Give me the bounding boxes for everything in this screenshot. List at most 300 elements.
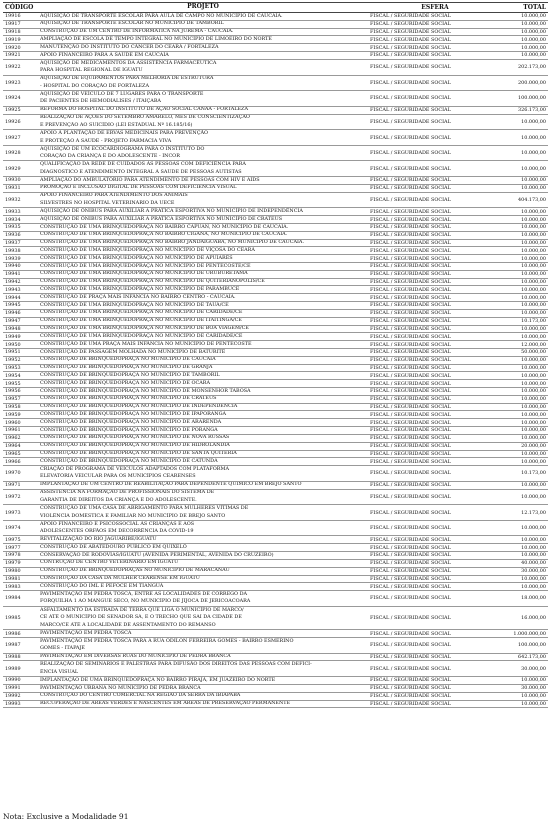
total-cell: 10.000,00 (521, 232, 546, 239)
codigo-cell: 19993 (5, 700, 21, 707)
table-row (3, 13, 548, 21)
esfera-cell: FISCAL / SEGURIDADE SOCIAL (370, 552, 451, 559)
total-cell: 10.000,00 (521, 427, 546, 434)
esfera-cell: FISCAL / SEGURIDADE SOCIAL (370, 419, 451, 426)
table-row (3, 21, 548, 29)
table-row (3, 482, 548, 490)
projeto-cell (40, 91, 370, 106)
total-cell: 10.000,00 (521, 216, 546, 223)
total-cell: 10.000,00 (521, 525, 546, 532)
total-cell: 10.000,00 (521, 165, 546, 172)
projeto-line: IMPLANTAÇÃO DE UMA BRINQUEDOPRAÇA NO BAIRRO PIRAJÁ, EM JUAZEIRO DO NORTE (40, 677, 276, 683)
codigo-cell: 19972 (5, 493, 21, 500)
codigo-cell: 19918 (5, 29, 21, 36)
table-row (3, 271, 548, 279)
projeto-line: CONSTRUÇÃO DE BRINQUEDOPRAÇA NO MUNICÍPIO DE PORANGA (40, 427, 218, 433)
total-cell: 40.000,00 (521, 560, 546, 567)
total-cell: 10.173,00 (521, 470, 546, 477)
projeto-cell (40, 21, 370, 28)
esfera-cell: FISCAL / SEGURIDADE SOCIAL (370, 595, 451, 602)
projeto-cell (40, 661, 370, 676)
esfera-cell: FISCAL / SEGURIDADE SOCIAL (370, 435, 451, 442)
codigo-cell: 19945 (5, 302, 21, 309)
projeto-cell (40, 310, 370, 317)
table-row (3, 396, 548, 404)
total-cell: 10.000,00 (521, 458, 546, 465)
total-cell: 10.000,00 (521, 255, 546, 262)
projeto-cell (40, 115, 370, 130)
total-cell: 10.000,00 (521, 310, 546, 317)
projeto-cell (40, 185, 370, 192)
total-cell: 10.000,00 (521, 482, 546, 489)
esfera-cell: FISCAL / SEGURIDADE SOCIAL (370, 216, 451, 223)
projeto-cell (40, 193, 370, 208)
projeto-line: E PROTEÇÃO À SAÚDE - PROJETO FARMÁCIA VIVA (40, 137, 172, 144)
table-row (3, 419, 548, 427)
codigo-cell: 19927 (5, 134, 21, 141)
projeto-cell (40, 552, 370, 559)
table-row (3, 333, 548, 341)
projeto-cell (40, 701, 370, 708)
table-row (3, 107, 548, 115)
projeto-line: CONSTRUÇÃO DE BRINQUEDOPRAÇA NO MUNICÍPIO DE SANTA QUITÉRIA (40, 450, 237, 457)
projeto-line: IMPLANTAÇÃO DE UM CENTRO DE REABILITAÇÃO PARA DEPENDENTE QUÍMICO EM BREJO SANTO (40, 481, 302, 488)
table-row (3, 76, 548, 92)
total-cell: 10.000,00 (521, 552, 546, 559)
codigo-cell: 19943 (5, 286, 21, 293)
projeto-cell (40, 365, 370, 372)
codigo-cell: 19925 (5, 107, 21, 114)
total-cell: 10.000,00 (521, 677, 546, 684)
codigo-cell: 19936 (5, 232, 21, 239)
projeto-line: PAVIMENTAÇÃO EM PEDRA TOSCA PARA A RUA ODILON FERREIRA GOMES - BAIRRO ESMERINO (40, 638, 294, 644)
table-row (3, 294, 548, 302)
projeto-line: PARA HOSPITAL REGIONAL DE IGUATU (40, 67, 143, 74)
esfera-cell: FISCAL / SEGURIDADE SOCIAL (370, 372, 451, 379)
projeto-line: SILVESTRES NO HOSPITAL VETERINÁRIO DA UECE (40, 200, 175, 206)
projeto-line: CONSTRUÇÃO DE BRINQUEDOPRAÇA NO MUNICÍPIO DE TAMBORIL (40, 372, 220, 378)
projeto-cell (40, 435, 370, 442)
projeto-line: ASFALTAMENTO DA ESTRADA DE TERRA QUE LIGA O MUNICÍPIO DE MARCO/ (40, 606, 244, 613)
projeto-cell (40, 638, 370, 653)
total-cell: 10.000,00 (521, 372, 546, 379)
codigo-cell: 19941 (5, 271, 21, 278)
codigo-cell: 19944 (5, 294, 21, 301)
total-cell: 200.000,00 (517, 79, 546, 86)
projeto-cell (40, 427, 370, 434)
table-row (3, 693, 548, 701)
esfera-cell: FISCAL / SEGURIDADE SOCIAL (370, 286, 451, 293)
esfera-cell: FISCAL / SEGURIDADE SOCIAL (370, 396, 451, 403)
esfera-cell: FISCAL / SEGURIDADE SOCIAL (370, 482, 451, 489)
codigo-cell: 19938 (5, 247, 21, 254)
projeto-line: VIOLÊNCIA DOMÉSTICA E FAMILIAR NO MUNICÍPIO DE BREJO SANTO (40, 512, 226, 519)
projeto-cell (40, 60, 370, 75)
table-row (3, 161, 548, 177)
total-cell: 10.000,00 (521, 286, 546, 293)
projeto-cell (40, 349, 370, 356)
projeto-line: REVITALIZAÇÃO DO RIO JAGUARIBE/IGUATU (40, 536, 157, 543)
total-cell: 10.000,00 (521, 52, 546, 59)
projeto-line: CONSTRUÇÃO DE BRINQUEDOPRAÇA NO MUNICÍPIO DE GRANJA (40, 364, 213, 371)
total-cell: 30.000,00 (521, 685, 546, 692)
esfera-cell: FISCAL / SEGURIDADE SOCIAL (370, 36, 451, 43)
total-cell: 404.173,00 (517, 197, 546, 203)
esfera-cell: FISCAL / SEGURIDADE SOCIAL (370, 294, 451, 301)
codigo-cell: 19923 (5, 79, 21, 86)
codigo-cell: 19926 (5, 118, 21, 125)
table-row (3, 232, 548, 240)
projeto-cell (40, 560, 370, 567)
table-row (3, 146, 548, 162)
table-row (3, 544, 548, 552)
codigo-cell: 19955 (5, 380, 21, 387)
total-cell: 16.000,00 (521, 614, 546, 621)
projeto-line: CONSTRUÇÃO DE BRINQUEDOPRAÇA NO MUNICÍPIO DE INDEPENDÊNCIA (40, 403, 238, 410)
esfera-cell: FISCAL / SEGURIDADE SOCIAL (370, 118, 451, 125)
esfera-cell: FISCAL / SEGURIDADE SOCIAL (370, 677, 451, 684)
projeto-line: CONSTRUÇÃO DE BRINQUEDOPRAÇA NO MUNICÍPIO DE HIDROLÂNDIA (40, 442, 230, 449)
esfera-cell: FISCAL / SEGURIDADE SOCIAL (370, 107, 451, 114)
esfera-cell: FISCAL / SEGURIDADE SOCIAL (370, 279, 451, 286)
codigo-cell: 19962 (5, 435, 21, 442)
total-cell: 20.000,00 (521, 443, 546, 450)
projeto-line: CONSTRUÇÃO DE PASSAGEM MOLHADA NO MUNICÍPIO DE BATURITÉ (40, 348, 226, 355)
codigo-cell: 19922 (5, 64, 21, 71)
codigo-cell: 19980 (5, 568, 21, 575)
table-row (3, 521, 548, 537)
projeto-cell (40, 76, 370, 91)
esfera-cell: FISCAL / SEGURIDADE SOCIAL (370, 583, 451, 590)
total-cell: 10.000,00 (521, 224, 546, 231)
esfera-cell: FISCAL / SEGURIDADE SOCIAL (370, 560, 451, 567)
esfera-cell: FISCAL / SEGURIDADE SOCIAL (370, 13, 451, 20)
projeto-line: AQUISIÇÃO DE TRANSPORTE ESCOLAR NO MUNICÍPIO DE TAMBORIL (40, 20, 224, 27)
projeto-cell (40, 466, 370, 481)
projeto-cell (40, 396, 370, 403)
projeto-line: QUALIFICAÇÃO DA REDE DE CUIDADOS ÀS PESSOAS COM DEFICIÊNCIA PARA (40, 161, 246, 168)
total-cell: 10.000,00 (521, 380, 546, 387)
codigo-cell: 19952 (5, 357, 21, 364)
total-cell: 10.000,00 (521, 333, 546, 340)
codigo-cell: 19919 (5, 36, 21, 43)
projeto-line: PROMOÇÃO E INCLUSÃO DIGITAL DE PESSOAS COM DEFICIÊNCIA VISUAL (40, 184, 237, 191)
projeto-cell (40, 161, 370, 176)
codigo-cell: 19984 (5, 595, 21, 602)
total-cell: 10.000,00 (521, 177, 546, 184)
table-row (3, 458, 548, 466)
codigo-cell: 19949 (5, 333, 21, 340)
total-cell: 10.000,00 (521, 450, 546, 457)
total-cell: 10.000,00 (521, 700, 546, 707)
total-cell: 10.000,00 (521, 419, 546, 426)
esfera-cell: FISCAL / SEGURIDADE SOCIAL (370, 239, 451, 246)
projeto-cell (40, 583, 370, 590)
total-cell: 10.000,00 (521, 239, 546, 246)
total-cell: 202.173,00 (517, 64, 546, 71)
codigo-cell: 19933 (5, 208, 21, 215)
esfera-cell: FISCAL / SEGURIDADE SOCIAL (370, 568, 451, 575)
projeto-cell (40, 411, 370, 418)
projeto-line: GARANTIA DE DIREITOS DA CRIANÇA E DO ADOLESCENTE. (40, 496, 197, 503)
projeto-cell (40, 177, 370, 184)
codigo-cell: 19973 (5, 509, 21, 516)
codigo-cell: 19939 (5, 255, 21, 262)
codigo-cell: 19990 (5, 677, 21, 684)
table-row (3, 208, 548, 216)
total-cell: 10.000,00 (521, 134, 546, 141)
esfera-cell: FISCAL / SEGURIDADE SOCIAL (370, 544, 451, 551)
esfera-cell: FISCAL / SEGURIDADE SOCIAL (370, 404, 451, 411)
projeto-line: CE ATÉ O MUNICÍPIO DE SENADOR SÁ, E O TRECHO QUE SAI DA CIDADE DE (40, 614, 242, 621)
esfera-cell: FISCAL / SEGURIDADE SOCIAL (370, 536, 451, 543)
total-cell: 10.000,00 (521, 325, 546, 332)
header-esfera: ESFERA (421, 4, 449, 11)
table-row (3, 591, 548, 607)
projeto-cell (40, 302, 370, 309)
table-row (3, 115, 548, 131)
codigo-cell: 19957 (5, 396, 21, 403)
projeto-cell (40, 263, 370, 270)
esfera-cell: FISCAL / SEGURIDADE SOCIAL (370, 388, 451, 395)
codigo-cell: 19978 (5, 552, 21, 559)
projeto-cell (40, 341, 370, 348)
total-cell: 10.000,00 (521, 118, 546, 125)
total-cell: 10.000,00 (521, 185, 546, 192)
table-row (3, 302, 548, 310)
table-row (3, 372, 548, 380)
esfera-cell: FISCAL / SEGURIDADE SOCIAL (370, 197, 451, 203)
projeto-cell (40, 286, 370, 293)
table-row (3, 380, 548, 388)
total-cell: 10.000,00 (521, 263, 546, 270)
total-cell: 10.000,00 (521, 583, 546, 590)
projeto-line: PAVIMENTAÇÃO URBANA NO MUNICÍPIO DE PEDRA BRANCA (40, 684, 201, 691)
codigo-cell: 19989 (5, 665, 21, 672)
table-row (3, 318, 548, 326)
projeto-line: AQUISIÇÃO DE ÔNIBUS PARA AUXILIAR A PRÁTICA ESPORTIVA NO MUNICÍPIO DE CRATEÚS (40, 216, 283, 222)
table-row (3, 435, 548, 443)
projeto-line: REFORMA DO HOSPITAL DO INSTITUTO DE AÇÃO SOCIAL CANAÃ - FORTALEZA (40, 106, 248, 113)
header-projeto: PROJETO (187, 3, 219, 10)
projeto-cell (40, 271, 370, 278)
table-row (3, 326, 548, 334)
total-cell: 18.000,00 (521, 595, 546, 602)
projeto-line: ADOLESCENTES ÓRFÃOS EM DECORRÊNCIA DA COVID-19 (40, 528, 194, 535)
esfera-cell: FISCAL / SEGURIDADE SOCIAL (370, 134, 451, 141)
projeto-line: CONSTRUÇÃO DE UMA BRINQUEDOPRAÇA NO MUNICÍPIO DE QUITERIANÓPOLIS/CE (40, 278, 265, 285)
projeto-cell (40, 591, 370, 606)
projeto-cell (40, 685, 370, 692)
table-row (3, 240, 548, 248)
table-row (3, 466, 548, 482)
projeto-line: CONSTRUÇÃO DE BRINQUEDOPRAÇA NO MUNICÍPIO DE NOVA RUSSAS (40, 434, 230, 441)
projeto-line: CONSTRUÇÃO DO IML E PEFOCE EM TIANGUÁ (40, 583, 164, 589)
total-cell: 10.000,00 (521, 435, 546, 442)
projeto-line: AQUISIÇÃO DE EQUIPAMENTOS PARA MELHORIA DE ESTRUTURA (40, 75, 214, 82)
total-cell: 10.000,00 (521, 388, 546, 395)
codigo-cell: 19954 (5, 372, 21, 379)
esfera-cell: FISCAL / SEGURIDADE SOCIAL (370, 318, 451, 325)
esfera-cell: FISCAL / SEGURIDADE SOCIAL (370, 642, 451, 649)
total-cell: 10.000,00 (521, 271, 546, 278)
total-cell: 10.000,00 (521, 411, 546, 418)
esfera-cell: FISCAL / SEGURIDADE SOCIAL (370, 700, 451, 707)
projeto-cell (40, 630, 370, 637)
projeto-line: CONSTRUÇÃO DE UMA BRINQUEDOPRAÇA NO MUNICÍPIO DE TAUÁ/CE (40, 302, 229, 308)
projeto-line: CONSTRUÇÃO DA CASA DA MULHER CEARENSE EM IGUATU (40, 575, 200, 582)
projeto-cell (40, 419, 370, 426)
projeto-cell (40, 654, 370, 661)
codigo-cell: 19981 (5, 575, 21, 582)
table-row (3, 583, 548, 591)
total-cell: 10.000,00 (521, 693, 546, 700)
table-row (3, 349, 548, 357)
projeto-line: PAVIMENTAÇÃO EM DIVERSAS RUAS DO MUNICÍPIO DE PEDRA BRANCA (40, 653, 231, 660)
projeto-cell (40, 326, 370, 333)
total-cell: 10.000,00 (521, 21, 546, 28)
total-cell: 50.000,00 (521, 349, 546, 356)
total-cell: 30.000,00 (521, 665, 546, 672)
total-cell: 10.000,00 (521, 357, 546, 364)
projeto-line: CONSTRUÇÃO DE UMA BRINQUEDOPRAÇA NO BAIRRO CIGANA, NO MUNICÍPIO DE CAUCAIA. (40, 231, 288, 238)
projeto-line: ELEVATÓRIA VEICULAR PARA OS MUNICÍPIOS CEARENSES (40, 473, 196, 480)
codigo-cell: 19966 (5, 458, 21, 465)
table-row (3, 427, 548, 435)
table-row (3, 388, 548, 396)
esfera-cell: FISCAL / SEGURIDADE SOCIAL (370, 427, 451, 434)
projeto-cell (40, 255, 370, 262)
codigo-cell: 19965 (5, 450, 21, 457)
projeto-line: CONSTRUÇÃO DE BRINQUEDOPRAÇA NO MUNICÍPIO DE CAUCAIA (40, 356, 216, 363)
projeto-line: CONSTRUÇÃO DE BRINQUEDOPRAÇA NO MUNICÍPIO DE IPAPORANGA (40, 411, 227, 418)
codigo-cell: 19960 (5, 419, 21, 426)
esfera-cell: FISCAL / SEGURIDADE SOCIAL (370, 247, 451, 254)
total-cell: 10.000,00 (521, 396, 546, 403)
projeto-line: CONSTRUÇÃO DE BRINQUEDOPRAÇA NO MUNICÍPIO DE OCARA (40, 380, 210, 386)
projeto-line: CONSTRUÇÃO DE UMA BRINQUEDOPRAÇA NO MUNICÍPIO DE VIÇOSA DO CEARÁ (40, 247, 255, 253)
projeto-line: CONSTRUÇÃO DE BRINQUEDOPRAÇA NO MUNICÍPIO DE ARARENDA (40, 419, 222, 425)
table-row (3, 677, 548, 685)
table-row (3, 701, 548, 709)
esfera-cell: FISCAL / SEGURIDADE SOCIAL (370, 232, 451, 239)
codigo-cell: 19950 (5, 341, 21, 348)
projeto-cell (40, 130, 370, 145)
esfera-cell: FISCAL / SEGURIDADE SOCIAL (370, 271, 451, 278)
table-body (3, 13, 548, 708)
codigo-cell: 19931 (5, 185, 21, 192)
table-row (3, 451, 548, 459)
table-row (3, 255, 548, 263)
projeto-line: CONSTRUÇÃO DE UMA CASA DE ABRIGAMENTO PARA MULHERES VÍTIMAS DE (40, 505, 249, 511)
codigo-cell: 19947 (5, 318, 21, 325)
codigo-cell: 19961 (5, 427, 21, 434)
projeto-line: CONSTRUÇÃO DE BRINQUEDOPRAÇA NO MUNICÍPIO DE CATUNDA (40, 458, 218, 464)
projeto-line: GOMES - ITAPAJÉ (40, 645, 85, 652)
budget-table (3, 2, 548, 708)
projeto-line: CORAÇÃO DA CRIANÇA E DO ADOLESCENTE - INCOR (40, 153, 180, 160)
codigo-cell: 19940 (5, 263, 21, 270)
codigo-cell: 19971 (5, 482, 21, 489)
codigo-cell: 19977 (5, 544, 21, 551)
esfera-cell: FISCAL / SEGURIDADE SOCIAL (370, 470, 451, 477)
esfera-cell: FISCAL / SEGURIDADE SOCIAL (370, 493, 451, 500)
projeto-line: ASSISTÊNCIA NA FORMAÇÃO DE PROFISSIONAIS DO SISTEMA DE (40, 489, 215, 496)
codigo-cell: 19930 (5, 177, 21, 184)
esfera-cell: FISCAL / SEGURIDADE SOCIAL (370, 325, 451, 332)
table-row (3, 247, 548, 255)
total-cell: 12.173,00 (521, 509, 546, 516)
table-row (3, 44, 548, 52)
table-row (3, 91, 548, 107)
projeto-cell (40, 607, 370, 630)
projeto-line: CONSTRUÇÃO DE UMA BRINQUEDOPRAÇA NO BAIRRO JANDAIGUABA, NO MUNICÍPIO DE CAUCAIA. (40, 239, 305, 246)
projeto-line: CONSTRUÇÃO DE UMA BRINQUEDOPRAÇA NO MUNICÍPIO DE PENTECOSTE/CE (40, 263, 251, 269)
projeto-cell (40, 443, 370, 450)
esfera-cell: FISCAL / SEGURIDADE SOCIAL (370, 685, 451, 692)
projeto-cell (40, 482, 370, 489)
esfera-cell: FISCAL / SEGURIDADE SOCIAL (370, 263, 451, 270)
total-cell: 10.000,00 (521, 150, 546, 157)
esfera-cell: FISCAL / SEGURIDADE SOCIAL (370, 255, 451, 262)
table-row (3, 654, 548, 662)
projeto-cell (40, 505, 370, 520)
codigo-cell: 19924 (5, 95, 21, 102)
esfera-cell: FISCAL / SEGURIDADE SOCIAL (370, 29, 451, 36)
total-cell: 10.173,00 (521, 318, 546, 325)
projeto-cell (40, 490, 370, 505)
projeto-cell (40, 544, 370, 551)
esfera-cell: FISCAL / SEGURIDADE SOCIAL (370, 380, 451, 387)
table-row (3, 263, 548, 271)
codigo-cell: 19987 (5, 642, 21, 649)
codigo-cell: 19928 (5, 150, 21, 157)
esfera-cell: FISCAL / SEGURIDADE SOCIAL (370, 185, 451, 192)
projeto-line: APOIO FINANCEIRO PARA A SAÚDE EM CAUCAIA (40, 52, 169, 58)
esfera-cell: FISCAL / SEGURIDADE SOCIAL (370, 450, 451, 457)
projeto-line: CONSERVAÇÃO DE RODOVIAS/IGUATU (AVENIDA PERIMENTAL, AVENIDA DO CRUZEIRO) (40, 552, 274, 558)
esfera-cell: FISCAL / SEGURIDADE SOCIAL (370, 208, 451, 215)
codigo-cell: 19970 (5, 470, 21, 477)
projeto-line: CONSTRUÇÃO DE UMA BRINQUEDOPRAÇA NO BAIRRO CAPUAN, NO MUNICÍPIO DE CAUCAIA. (40, 223, 289, 230)
codigo-cell: 19948 (5, 325, 21, 332)
projeto-line: - HOSPITAL DO CORAÇÃO DE FORTALEZA (40, 82, 149, 89)
projeto-cell (40, 318, 370, 325)
table-row (3, 661, 548, 677)
projeto-line: CONSTRUÇÃO DE BRINQUEDOPRAÇA NO MUNICÍPIO DE MONSENHOR TABOSA (40, 388, 251, 394)
total-cell: 1.000.000,00 (513, 630, 546, 637)
total-cell: 10.000,00 (521, 404, 546, 411)
codigo-cell: 19959 (5, 411, 21, 418)
esfera-cell: FISCAL / SEGURIDADE SOCIAL (370, 224, 451, 231)
esfera-cell: FISCAL / SEGURIDADE SOCIAL (370, 21, 451, 28)
projeto-line: RECUPERAÇÃO DE ÁREAS VERDES E NASCENTES EM ÁREAS DE PRESERVAÇÃO PERMANENTE (40, 700, 291, 707)
codigo-cell: 19942 (5, 279, 21, 286)
projeto-line: AMPLIAÇÃO DE ESCOLA DE TEMPO INTEGRAL NO MUNICÍPIO DE LIMOEIRO DO NORTE (40, 36, 272, 43)
projeto-cell (40, 693, 370, 700)
total-cell: 100.000,00 (517, 95, 546, 102)
projeto-cell (40, 146, 370, 161)
codigo-cell: 19974 (5, 525, 21, 532)
table-row (3, 52, 548, 60)
codigo-cell: 19979 (5, 560, 21, 567)
table-row (3, 568, 548, 576)
table-row (3, 310, 548, 318)
total-cell: 10.000,00 (521, 544, 546, 551)
projeto-line: MANUTENÇÃO DO INSTITUTO DO CÂNCER DO CEARÁ / FORTALEZA (40, 44, 219, 50)
table-row (3, 224, 548, 232)
table-row (3, 443, 548, 451)
